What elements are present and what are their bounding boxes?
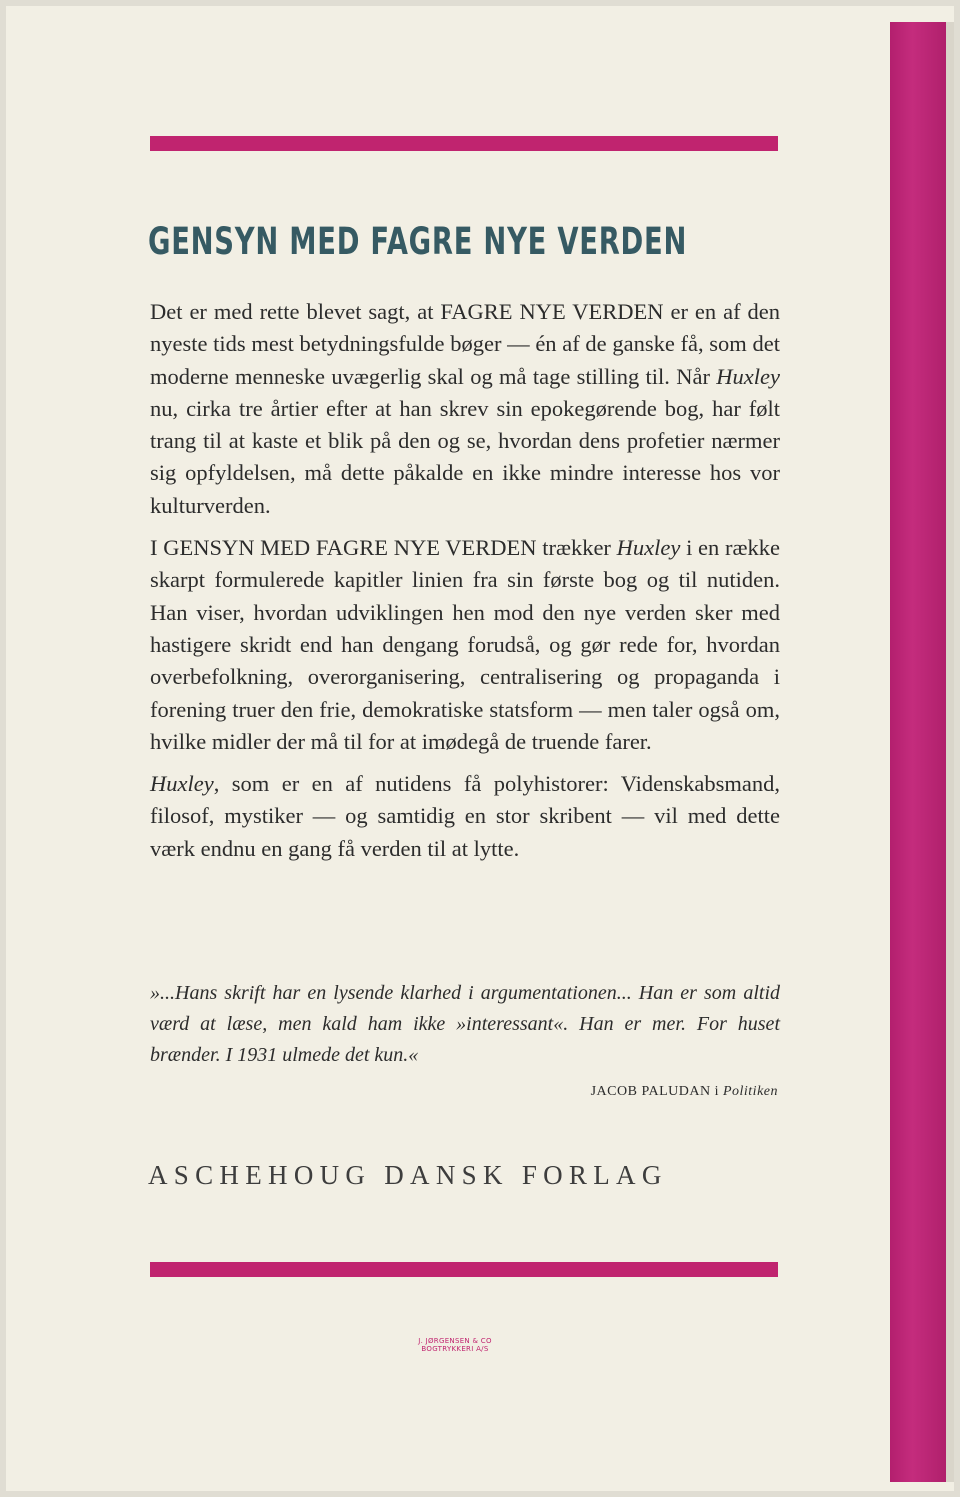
author-name: Huxley (616, 535, 681, 561)
bottom-rule (150, 1262, 778, 1277)
author-name: Huxley (716, 363, 780, 389)
spine-edge (946, 22, 954, 1482)
publisher-name: ASCHEHOUG DANSK FORLAG (148, 1160, 668, 1190)
cover-title: GENSYN MED FAGRE NYE VERDEN (148, 220, 688, 263)
blurb-text (150, 296, 780, 865)
blurb-paragraph-3: Huxley, som er en af nutidens få polyhistorer: Videnskabsmand, filosof, mystiker — og samtidig en stor skribent — vil med dette værk endnu en gang få verden til at lytte. (150, 771, 780, 861)
top-rule (150, 136, 778, 151)
author-name: Huxley (150, 771, 214, 797)
publication-name: Politiken (722, 1084, 778, 1099)
spine-stripe (890, 22, 946, 1482)
reviewer-name: JACOB PALUDAN (590, 1084, 711, 1099)
printer-imprint: J. JØRGENSEN & CO BOGTRYKKERI A/S (418, 1337, 492, 1353)
review-quote: »...Hans skrift har en lysende klarhed i argumentationen... Han er som altid værd at læse, men kald ham ikke »interessant«. Han er mer. For huset brænder. I 1931 ulmede det kun.« (150, 982, 780, 1066)
blurb-paragraph-1: Det er med rette blevet sagt, at FAGRE NYE VERDEN er en af den nyeste tids mest betydningsfulde bøger — én af de ganske få, som det moderne menneske uvægerlig skal og må tage stilling til. Når Huxley nu, cirka tre årtier efter at han skrev sin epokegørende bog, har følt trang til at kaste et blik på den og se, hvordan dens profetier nærmer sig opfyldelsen, må dette påkalde en ikke mindre interesse hos vor kulturverden. (150, 299, 780, 518)
blurb-paragraph-2: I GENSYN MED FAGRE NYE VERDEN trækker Huxley i en række skarpt formulerede kapitler linien fra sin første bog og til nutiden. Han viser, hvordan udviklingen hen mod den nye verden sker med hastigere skridt end han dengang forudså, og gør rede for, hvordan overbefolkning, overorganisering, centralisering og propaganda i forening truer den frie, demokratiske statsform — men taler også om, hvilke midler der må til for at imødegå de truende farer. (150, 535, 780, 754)
quote-attribution: JACOB PALUDAN i Politiken (590, 1084, 778, 1099)
